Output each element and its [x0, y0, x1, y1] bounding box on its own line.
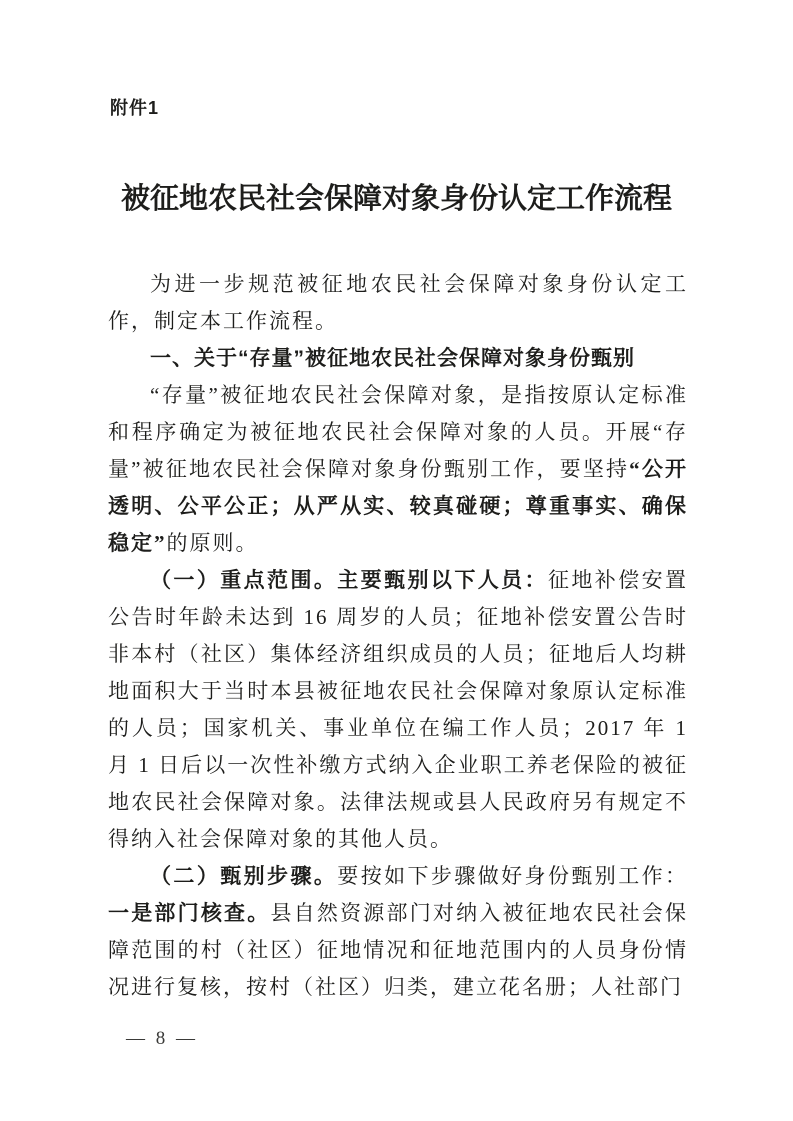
text-segment: 为进一步规范被征地农民社会保障对象身份认定工作，制定本工作流程。	[108, 272, 688, 333]
text-segment: 要按如下步骤做好身份甄别工作：	[337, 864, 689, 888]
text-segment: （二）甄别步骤。	[150, 864, 338, 888]
paragraph	[108, 858, 688, 1006]
text-segment: 的原则。	[166, 531, 259, 555]
text-segment: （一）重点范围。主要甄别以下人员：	[150, 568, 548, 592]
text-segment: “存量”被征地农民社会保障对象，是指按原认定标准和程序确定为被征地农民社会保障对象的人员。开展“存量”被征地农民社会保障对象身份甄别工作，要坚持	[108, 383, 688, 481]
text-segment: 县自然资源部门对纳入被征地农民社会保障范围的村（社区）征地情况和征地范围内的人员身份情况进行复核，按村（社区）归类，建立花名册；人社部门	[108, 901, 689, 999]
page-number: — 8 —	[126, 1028, 198, 1049]
paragraph	[108, 377, 688, 562]
text-segment: “公开透明、公平公正；从严从实、较真碰硬；尊重事实、确保稳定”	[108, 457, 689, 555]
document-body	[108, 266, 688, 1006]
section-heading	[108, 340, 688, 377]
text-segment: 征地补偿安置公告时年龄未达到 16 周岁的人员；征地补偿安置公告时非本村（社区）集体经济组织成员的人员；征地后人均耕地面积大于当时本县被征地农民社会保障对象原认定标准的人员；国家机关、事业单位在编工作人员；2017 年 1 月 1 日后以一次性补缴方式纳入企业职工养老保险的被征地农民社会保障对象。法律法规或县人民政府另有规定不得纳入社会保障对象的其他人员。	[108, 568, 688, 851]
paragraph	[108, 562, 688, 858]
paragraph	[108, 266, 688, 340]
document-title: 被征地农民社会保障对象身份认定工作流程	[120, 183, 672, 215]
attachment-label: 附件1	[110, 98, 160, 118]
text-segment: 一、关于“存量”被征地农民社会保障对象身份甄别	[150, 347, 635, 370]
text-segment: 一是部门核查。	[108, 901, 271, 925]
